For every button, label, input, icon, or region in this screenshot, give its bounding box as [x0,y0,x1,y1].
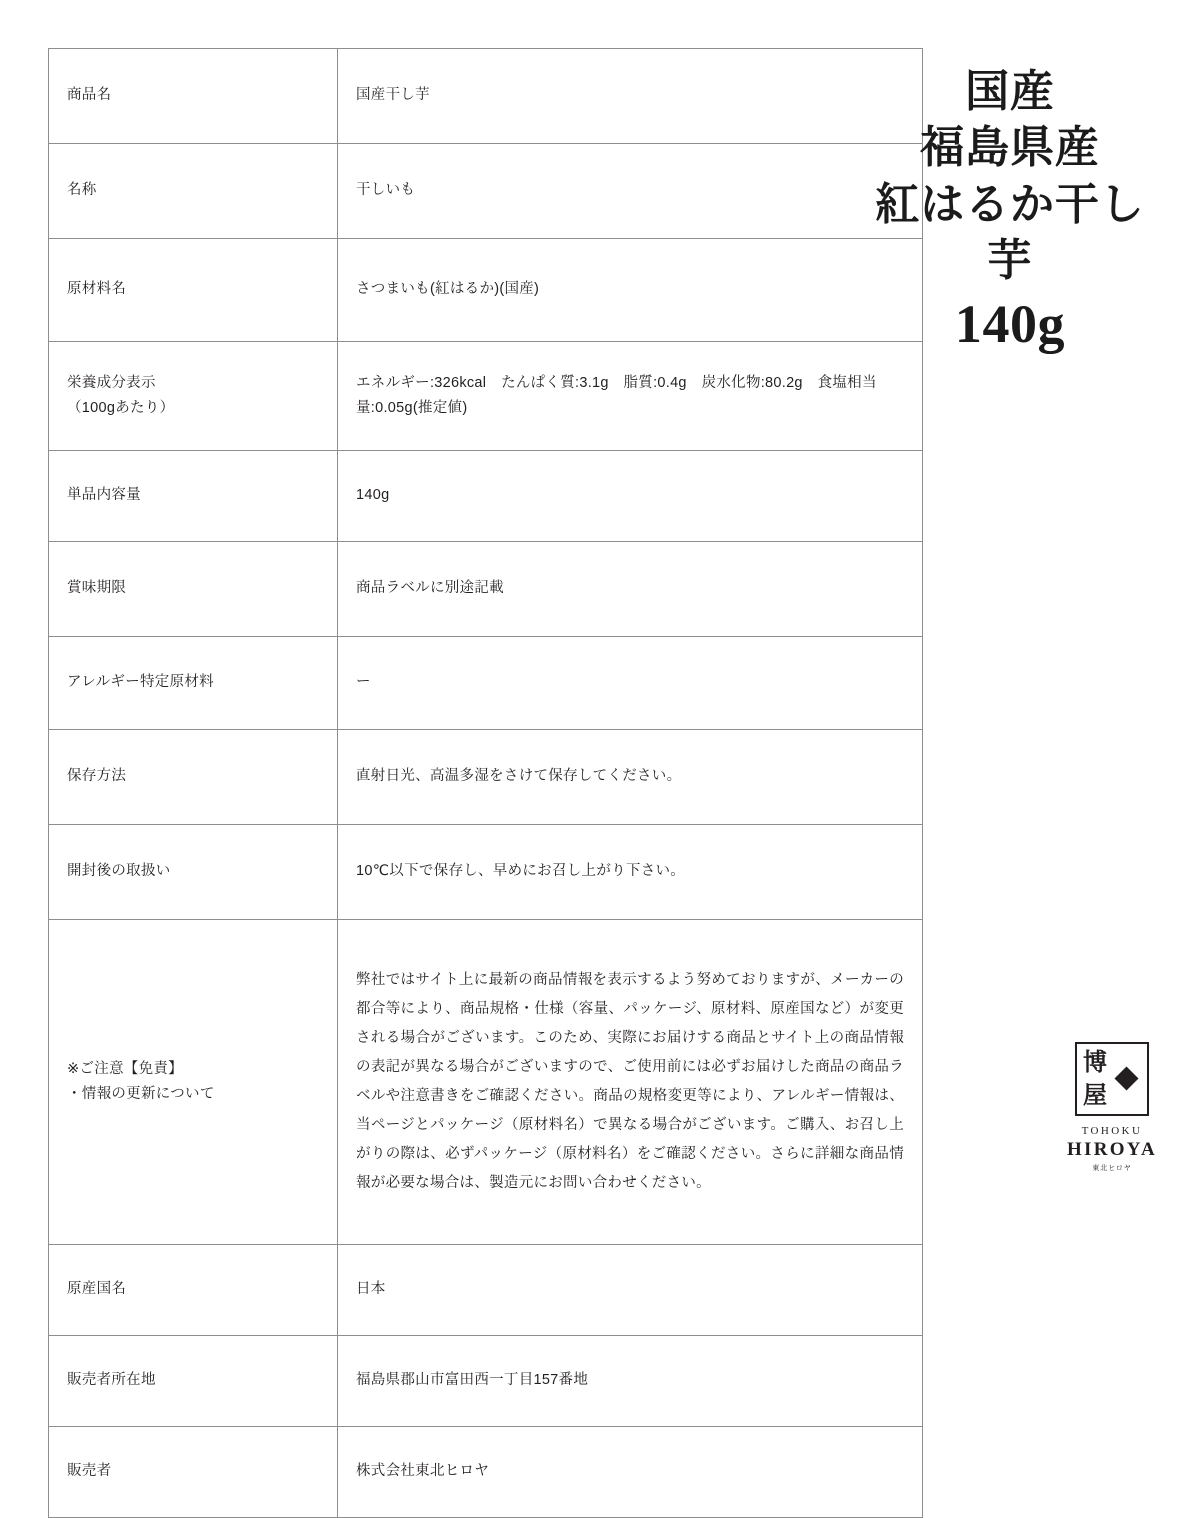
row-label-nutrition-line1: 栄養成分表示 [67,374,156,391]
logo-en-top: TOHOKU [1081,1125,1143,1137]
table-row [49,730,923,825]
row-label-after-opening: 開封後の取扱い [49,825,338,920]
table-row [49,920,923,1245]
notice-text: 弊社ではサイト上に最新の商品情報を表示するよう努めておりますが、メーカーの都合等により、商品規格・仕様（容量、パッケージ、原材料、原産国など）が変更される場合がございます。このため、実際にお届けする商品とサイト上の商品情報の表記が異なる場合がございますので、ご使用前には必ずお届けした商品の商品ラベルや注意書きをご確認ください。商品の規格変更等により、アレルギー情報は、当ページとパッケージ（原材料名）で異なる場合がございます。ご購入、お召し上がりの際は、必ずパッケージ（原材料名）をご確認ください。さらに詳細な商品情報が必要な場合は、製造元にお問い合わせください。 [356,972,904,1191]
row-label-product-name: 商品名 [49,49,338,144]
row-label-nutrition [49,342,338,451]
table-row [49,542,923,637]
table-row [49,49,923,144]
row-value-storage: 直射日光、高温多湿をさけて保存してください。 [338,730,923,825]
row-label-best-before: 賞味期限 [49,542,338,637]
row-label-volume: 単品内容量 [49,451,338,542]
row-value-product-name: 国産干し芋 [338,49,923,144]
table-row [49,144,923,239]
table-row [49,1245,923,1336]
row-value-volume: 140g [338,451,923,542]
row-label-notice-line2: ・情報の更新について [67,1086,215,1102]
table-row [49,451,923,542]
row-label-ingredients: 原材料名 [49,239,338,342]
table-row [49,1427,923,1518]
hero-line-3: 紅はるか干し芋 [875,179,1145,285]
row-value-notice [338,920,923,1245]
row-label-nutrition-line2: （100gあたり） [67,400,175,416]
row-value-nutrition: エネルギー:326kcal たんぱく質:3.1g 脂質:0.4g 炭水化物:80.2g 食塩相当量:0.05g(推定値) [338,342,923,451]
table-row [49,637,923,730]
row-value-name: 干しいも [338,144,923,239]
logo-en-main: HIROYA [1066,1139,1158,1161]
row-value-seller: 株式会社東北ヒロヤ [338,1427,923,1518]
row-value-allergy: ー [338,637,923,730]
row-label-name: 名称 [49,144,338,239]
row-value-best-before: 商品ラベルに別途記載 [338,542,923,637]
hero-line-1: 国産 [965,67,1055,116]
row-label-notice-line1: ※ご注意【免責】 [67,1060,183,1077]
hero-line-weight: 140g [954,294,1066,355]
row-label-seller-address: 販売者所在地 [49,1336,338,1427]
spec-table-container [48,48,904,1518]
logo-kanji-top: 博 [1083,1050,1107,1076]
table-row [49,825,923,920]
row-label-origin-country: 原産国名 [49,1245,338,1336]
row-label-storage: 保存方法 [49,730,338,825]
diamond-icon [1114,1066,1138,1090]
row-value-origin-country: 日本 [338,1245,923,1336]
table-row [49,342,923,451]
row-label-seller: 販売者 [49,1427,338,1518]
product-hero-title [860,64,1160,359]
table-row [49,1336,923,1427]
hero-line-2: 福島県産 [920,123,1100,173]
product-spec-table [48,48,923,1518]
row-value-ingredients: さつまいも(紅はるか)(国産) [338,239,923,342]
table-row [49,239,923,342]
logo-kanji-bottom: 屋 [1083,1083,1107,1109]
row-value-seller-address: 福島県郡山市富田西一丁目157番地 [338,1336,923,1427]
brand-logo-mark-icon [1075,1042,1149,1116]
brand-logo [1063,1042,1161,1174]
row-value-after-opening: 10℃以下で保存し、早めにお召し上がり下さい。 [338,825,923,920]
brand-logo-text [1063,1124,1161,1174]
row-label-allergy: アレルギー特定原材料 [49,637,338,730]
logo-jp-sub: 東北ヒロヤ [1092,1165,1132,1173]
row-label-notice [49,920,338,1245]
